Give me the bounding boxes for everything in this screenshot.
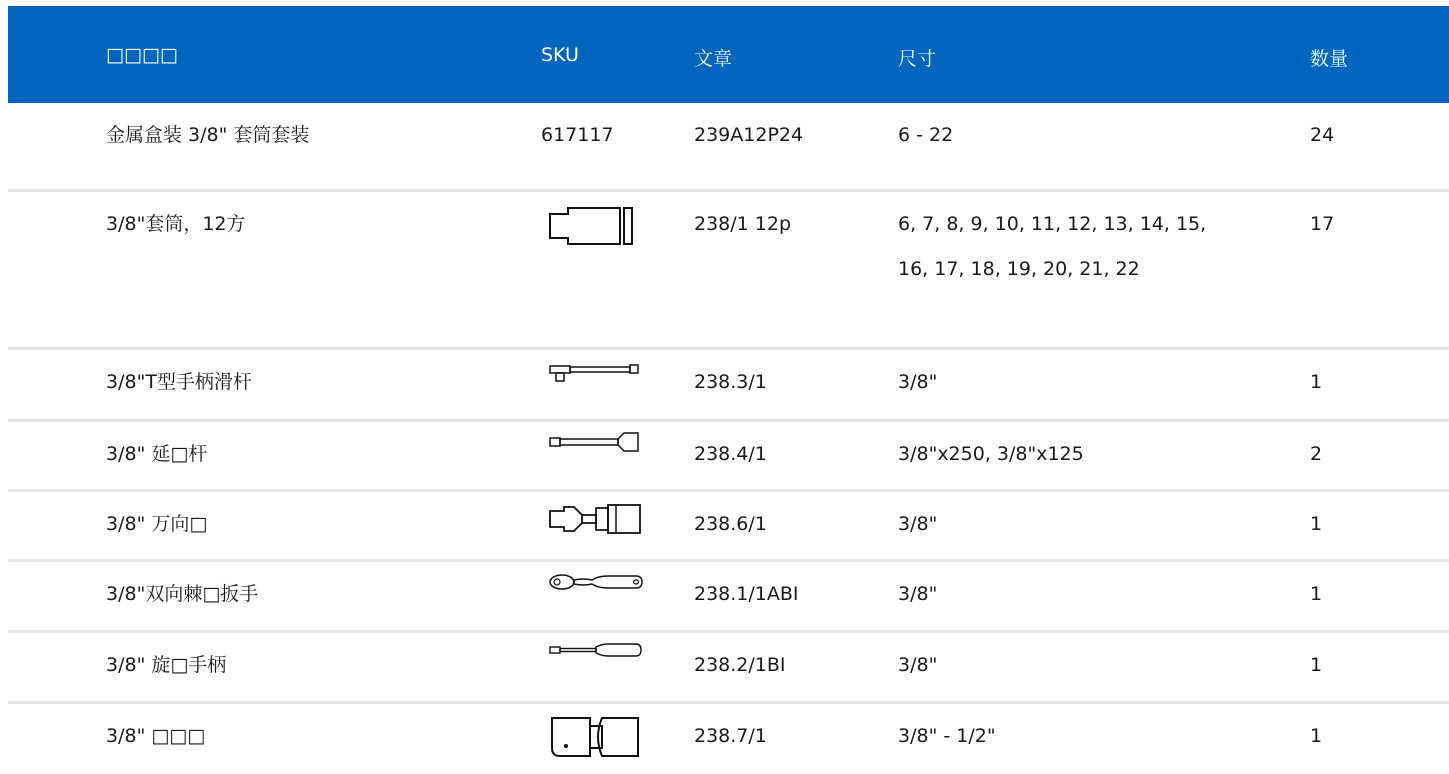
header-quantity: 数量 [1310,48,1349,70]
table-row [8,103,1449,192]
row-size: 6, 7, 8, 9, 10, 11, 12, 13, 14, 15, 16, 17, 18, 19, 20, 21, 22 [898,213,1207,280]
row-name: 3/8"套筒，12方 [106,213,246,235]
table-row [8,704,1449,774]
row-article: 238.2/1BI [694,654,786,676]
extension-bar-icon [548,430,642,454]
ratchet-icon [548,572,644,592]
row-name: 3/8"双向棘□扳手 [106,583,259,605]
spinner-handle-icon [548,641,644,659]
row-article: 238.4/1 [694,443,767,465]
row-size: 3/8" [898,371,938,393]
row-size: 3/8" [898,513,938,535]
row-quantity: 1 [1310,513,1323,535]
row-quantity: 1 [1310,725,1323,747]
table-row [8,633,1449,704]
universal-joint-icon [548,502,644,536]
row-article: 238.1/1ABI [694,583,799,605]
row-quantity: 1 [1310,583,1323,605]
row-name: 3/8" 旋□手柄 [106,654,227,676]
table-row [8,562,1449,633]
row-article: 238/1 12p [694,213,792,235]
row-name: 3/8" 万向□ [106,513,208,535]
row-name: 金属盒装 3/8" 套筒套装 [106,124,310,146]
table-row [8,422,1449,492]
row-quantity: 1 [1310,654,1323,676]
row-name: 3/8" □□□ [106,725,206,747]
row-size: 6 - 22 [898,124,954,146]
table-row [8,492,1449,562]
header-name: □□□□ [106,44,178,66]
socket-icon [548,204,642,246]
row-article: 239A12P24 [694,124,804,146]
row-size: 3/8" [898,583,938,605]
row-quantity: 1 [1310,371,1323,393]
row-article: 238.6/1 [694,513,767,535]
row-article: 238.3/1 [694,371,767,393]
table-header [8,6,1449,103]
row-quantity: 24 [1310,124,1335,146]
row-name: 3/8" 延□杆 [106,443,208,465]
row-quantity: 17 [1310,213,1335,235]
row-quantity: 2 [1310,443,1323,465]
row-sku: 617117 [541,124,614,146]
header-sku: SKU [541,44,579,66]
adapter-icon [548,714,642,760]
header-size: 尺寸 [898,48,937,70]
t-handle-icon [548,362,642,384]
row-size: 3/8"x250, 3/8"x125 [898,443,1084,465]
table-row [8,350,1449,422]
row-size: 3/8" - 1/2" [898,725,996,747]
row-name: 3/8"T型手柄滑杆 [106,371,252,393]
table-row [8,192,1449,350]
row-size: 3/8" [898,654,938,676]
product-table [8,6,1449,774]
header-article: 文章 [694,48,733,70]
row-article: 238.7/1 [694,725,767,747]
